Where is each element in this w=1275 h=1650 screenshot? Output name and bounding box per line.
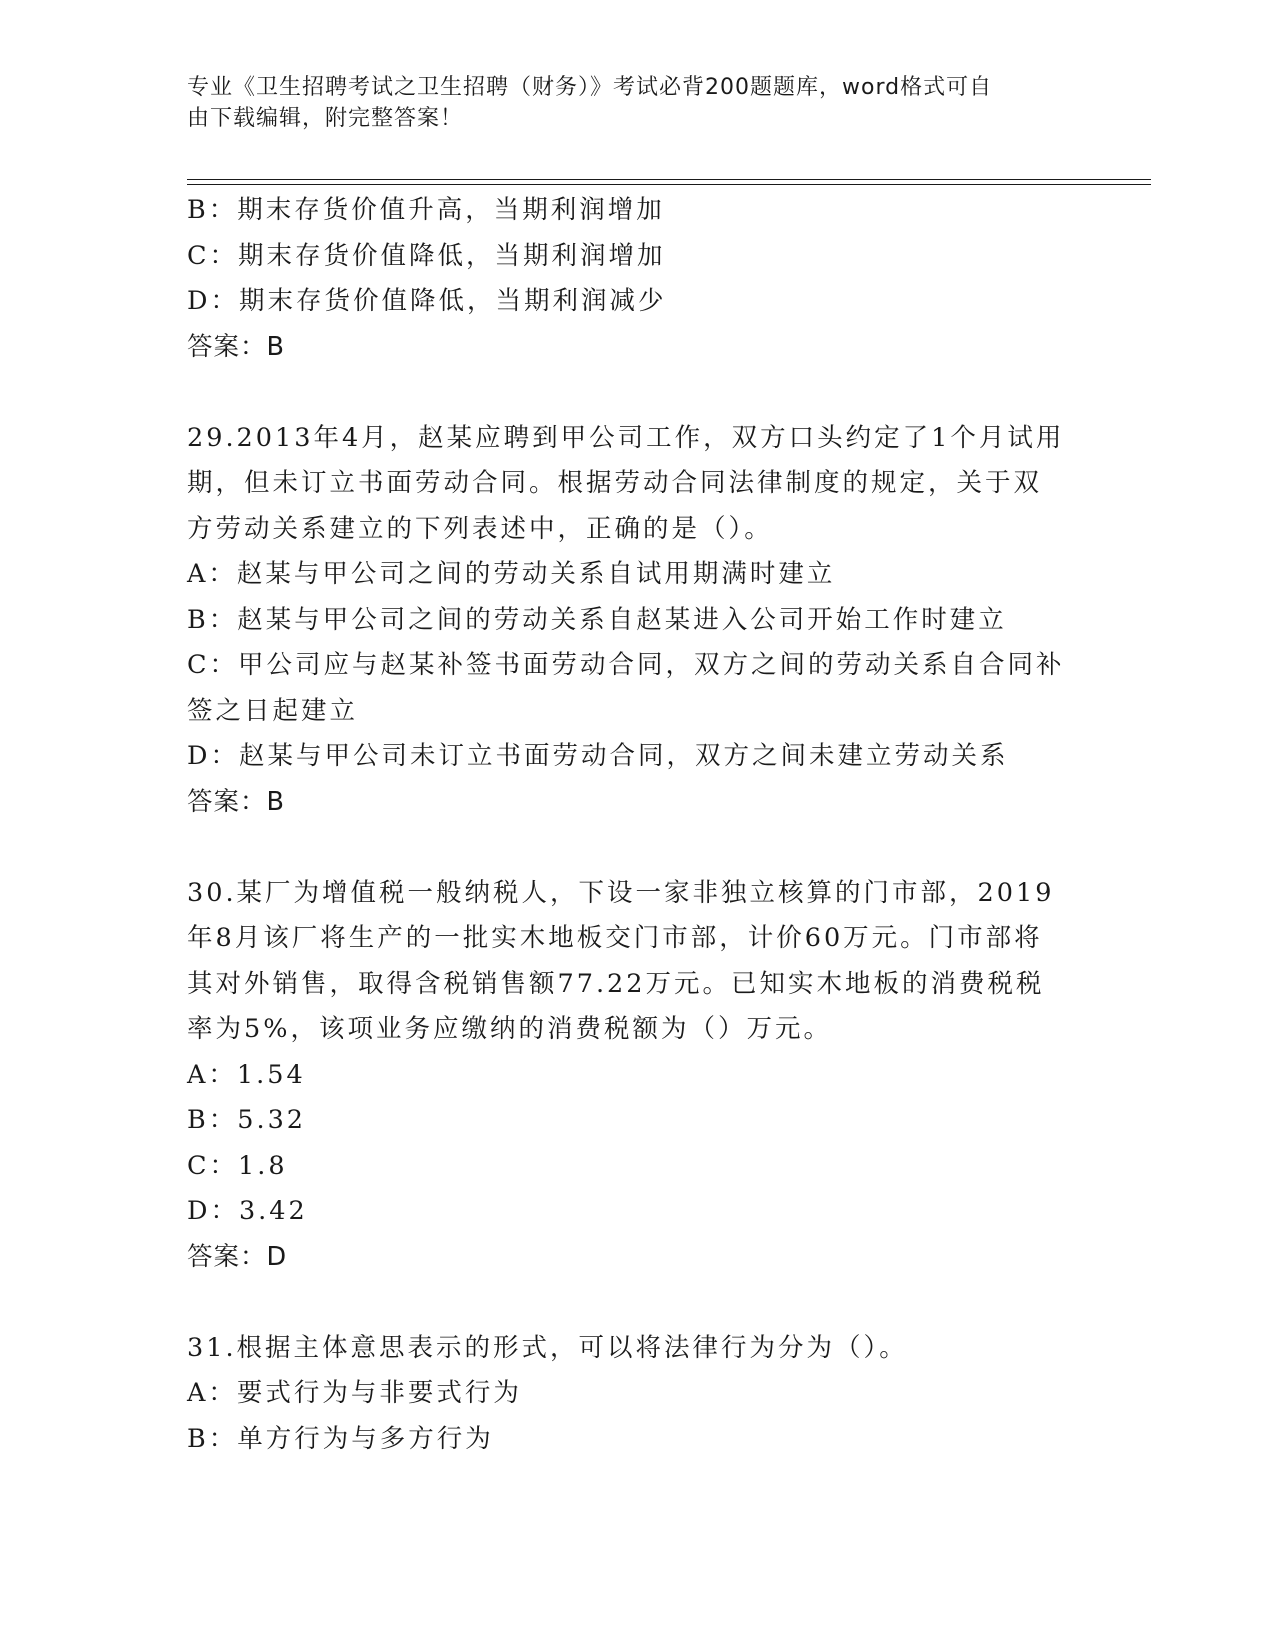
q29-stem-line-3: 方劳动关系建立的下列表述中，正确的是（）。 — [187, 513, 773, 544]
spacer — [187, 1280, 1087, 1326]
q30-option-b: B：5.32 — [187, 1105, 307, 1135]
q30-stem-line-3: 其对外销售，取得含税销售额77.22万元。已知实木地板的消费税税 — [187, 968, 1045, 999]
q30-stem-line-1: 30.某厂为增值税一般纳税人，下设一家非独立核算的门市部，2019 — [187, 877, 1055, 908]
q29-stem-line-1: 29.2013年4月，赵某应聘到甲公司工作，双方口头约定了1个月试用 — [187, 422, 1065, 453]
q30-stem-line-2: 年8月该厂将生产的一批实木地板交门市部，计价60万元。门市部将 — [187, 923, 1043, 953]
q30-answer: 答案：D — [187, 1241, 288, 1272]
q28-option-d: D：期末存货价值降低，当期利润减少 — [187, 286, 667, 316]
q28-option-b: B：期末存货价值升高，当期利润增加 — [187, 195, 665, 225]
q30-option-d: D：3.42 — [187, 1196, 308, 1226]
q31-option-b: B：单方行为与多方行为 — [187, 1423, 494, 1454]
q29-option-c-line-2: 签之日起建立 — [187, 695, 359, 726]
q29-stem-line-2: 期，但未订立书面劳动合同。根据劳动合同法律制度的规定，关于双 — [187, 468, 1043, 498]
q30-option-a: A：1.54 — [187, 1059, 306, 1090]
spacer — [187, 825, 1087, 871]
q28-option-c: C：期末存货价值降低，当期利润增加 — [187, 240, 666, 271]
spacer — [187, 370, 1087, 416]
q31-stem-line-1: 31.根据主体意思表示的形式，可以将法律行为分为（）。 — [187, 1332, 908, 1363]
q30-stem-line-4: 率为5%，该项业务应缴纳的消费税额为（）万元。 — [187, 1014, 832, 1044]
q29-option-d: D：赵某与甲公司未订立书面劳动合同，双方之间未建立劳动关系 — [187, 741, 1009, 771]
header-divider-bottom — [187, 184, 1151, 185]
header-divider-top — [187, 179, 1151, 180]
header-line-1: 专业《卫生招聘考试之卫生招聘（财务）》考试必背200题题库，word格式可自 — [187, 75, 993, 100]
question-list — [187, 188, 1087, 1462]
q30-option-c: C：1.8 — [187, 1150, 288, 1181]
document-header — [187, 72, 1067, 134]
question-30 — [187, 871, 1087, 1281]
q29-answer: 答案：B — [187, 786, 285, 817]
q28-answer: 答案：B — [187, 331, 285, 362]
q29-option-b: B：赵某与甲公司之间的劳动关系自赵某进入公司开始工作时建立 — [187, 604, 1007, 635]
q29-option-a: A：赵某与甲公司之间的劳动关系自试用期满时建立 — [187, 559, 836, 589]
q29-option-c-line-1: C：甲公司应与赵某补签书面劳动合同，双方之间的劳动关系自合同补 — [187, 650, 1065, 680]
question-28-continued — [187, 188, 1087, 370]
question-29 — [187, 416, 1087, 826]
q31-option-a: A：要式行为与非要式行为 — [187, 1378, 522, 1408]
header-line-2: 由下载编辑，附完整答案！ — [187, 106, 464, 131]
question-31 — [187, 1326, 1087, 1463]
